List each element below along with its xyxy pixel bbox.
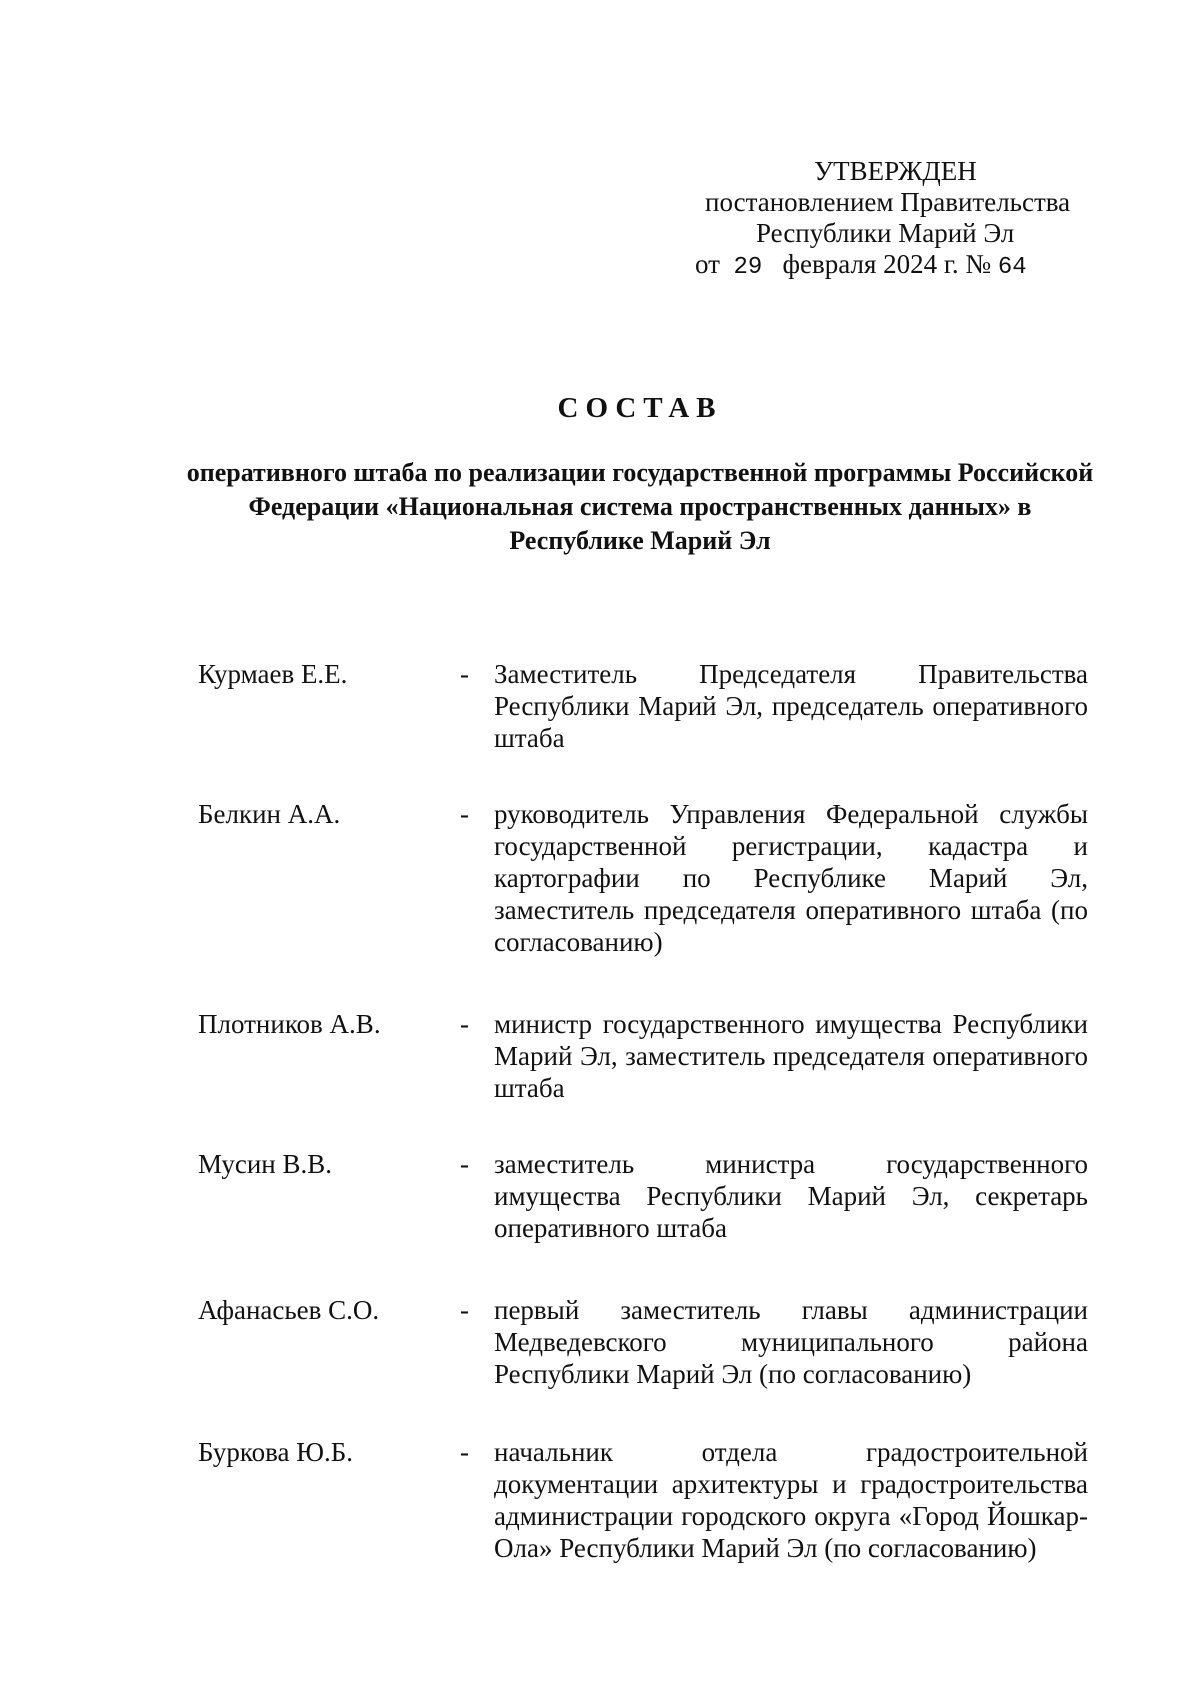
dash-separator: - [460, 1295, 469, 1325]
member-name: Мусин В.В. [198, 1149, 332, 1179]
member-role: руководитель Управления Федеральной службы государственной регистрации, кадастра и картографии по Республике Марий Эл, заместитель председателя оперативного штаба (по согласованию) [494, 799, 1088, 957]
approval-resolution-line: постановлением Правительства [705, 187, 1071, 217]
member-row [198, 1294, 1098, 1390]
approval-date-line [690, 249, 1090, 283]
member-name: Буркова Ю.Б. [198, 1437, 353, 1467]
date-prefix: от [695, 249, 720, 279]
member-role: первый заместитель главы администрации Медведевского муниципального района Республики Марий Эл (по согласованию) [494, 1295, 1088, 1389]
member-role: министр государственного имущества Республики Марий Эл, заместитель председателя оперативного штаба [494, 1009, 1088, 1103]
dash-separator: - [460, 1149, 469, 1179]
date-rest: февраля 2024 г. № [782, 249, 992, 279]
member-name: Плотников А.В. [198, 1009, 381, 1039]
member-role: Заместитель Председателя Правительства Республики Марий Эл, председатель оперативного штаба [494, 659, 1088, 753]
member-role: заместитель министра государственного имущества Республики Марий Эл, секретарь оперативного штаба [494, 1149, 1088, 1243]
page-subtitle: оперативного штаба по реализации государственной программы Российской Федерации «Национальная система пространственных данных» в Республике Марий Эл [186, 458, 1094, 555]
member-name: Афанасьев С.О. [198, 1295, 380, 1325]
member-row [198, 798, 1098, 958]
members-list [198, 658, 1098, 1564]
resolution-number: 64 [997, 254, 1027, 281]
member-row [198, 1436, 1098, 1564]
member-name: Белкин А.А. [198, 799, 341, 829]
member-row [198, 1008, 1098, 1104]
dash-separator: - [460, 799, 469, 829]
page-title: СОСТАВ [557, 392, 723, 424]
member-role: начальник отдела градостроительной документации архитектуры и градостроительства администрации городского округа «Город Йошкар-Ола» Республики Марий Эл (по согласованию) [494, 1437, 1088, 1563]
dash-separator: - [460, 1437, 469, 1467]
member-row [198, 1148, 1098, 1244]
approval-block [690, 156, 1090, 283]
approval-word: УТВЕРЖДЕН [814, 156, 977, 186]
member-row [198, 658, 1098, 754]
approval-republic-line: Республики Марий Эл [756, 218, 1015, 248]
dash-separator: - [460, 1009, 469, 1039]
member-name: Курмаев Е.Е. [198, 659, 348, 689]
date-day: 29 [733, 254, 763, 281]
dash-separator: - [460, 659, 469, 689]
